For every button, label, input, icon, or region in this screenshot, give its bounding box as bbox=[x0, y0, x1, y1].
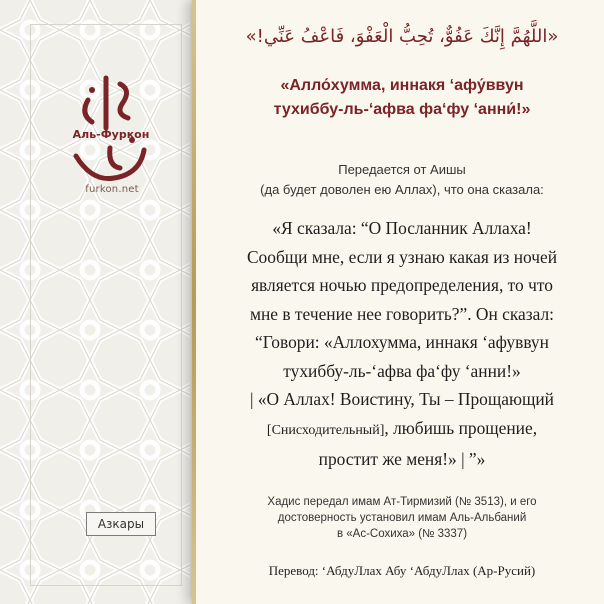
logo-name: Аль-Фуркон bbox=[72, 128, 150, 141]
site-url: furkon.net bbox=[85, 184, 139, 195]
hadith-line: Сообщи мне, если я узнаю какая из ночей bbox=[246, 246, 558, 267]
narration-intro bbox=[208, 160, 596, 200]
card-inner bbox=[196, 0, 604, 604]
content-card bbox=[192, 0, 604, 604]
arabic-dua: «اللَّهُمَّ إِنَّكَ عَفُوٌّ، تُحِبُّ الْعَفْوَ، فَاعْفُ عَنِّي!» bbox=[245, 26, 559, 47]
source-line: достоверность установил имам Аль-Альбаний bbox=[277, 512, 527, 524]
hadith-line: мне в течение нее говорить?”. Он сказал: bbox=[250, 303, 554, 324]
intro-line: Передается от Аишы bbox=[338, 162, 466, 177]
translit-line: тухиббу-ль-ʻафва фаʻфу ʻанни́!» bbox=[273, 101, 531, 118]
left-panel bbox=[0, 0, 190, 604]
source-line: в «Ас-Сохиха» (№ 3337) bbox=[336, 528, 468, 540]
hadith-line: «Я сказала: “О Посланник Аллаха! bbox=[272, 218, 532, 238]
hadith-line: тухиббу-ль-ʻафва фаʻфу ʻанни!» bbox=[283, 360, 521, 381]
transliteration bbox=[208, 74, 596, 122]
hadith-line-rest: , любишь прощение, bbox=[384, 417, 538, 438]
translator-credit: Перевод: ʻАбдуЛлах Абу ʻАбдуЛлах (Ар-Русий) bbox=[268, 563, 536, 578]
hadith-source bbox=[208, 494, 596, 542]
hadith-line: | «О Аллах! Воистину, Ты – Прощающий bbox=[250, 389, 554, 409]
hadith-line: является ночью предопределения, то что bbox=[251, 275, 553, 295]
hadith-line bbox=[210, 414, 594, 446]
hadith-text bbox=[210, 214, 594, 474]
hadith-line: “Говори: «Аллохумма, иннакя ʻафуввун bbox=[255, 332, 549, 352]
hadith-line: простит же меня!» | ”» bbox=[318, 449, 486, 469]
hadith-bracket-note: [Снисходительный] bbox=[266, 422, 385, 438]
intro-line: (да будет доволен ею Аллах), что она сказала: bbox=[260, 182, 544, 197]
translit-line: «Алло́хумма, иннакя ʻафу́ввун bbox=[280, 77, 524, 94]
category-tag: Азкары bbox=[86, 512, 156, 536]
source-line: Хадис передал имам Ат-Тирмизий (№ 3513), и его bbox=[267, 496, 537, 508]
